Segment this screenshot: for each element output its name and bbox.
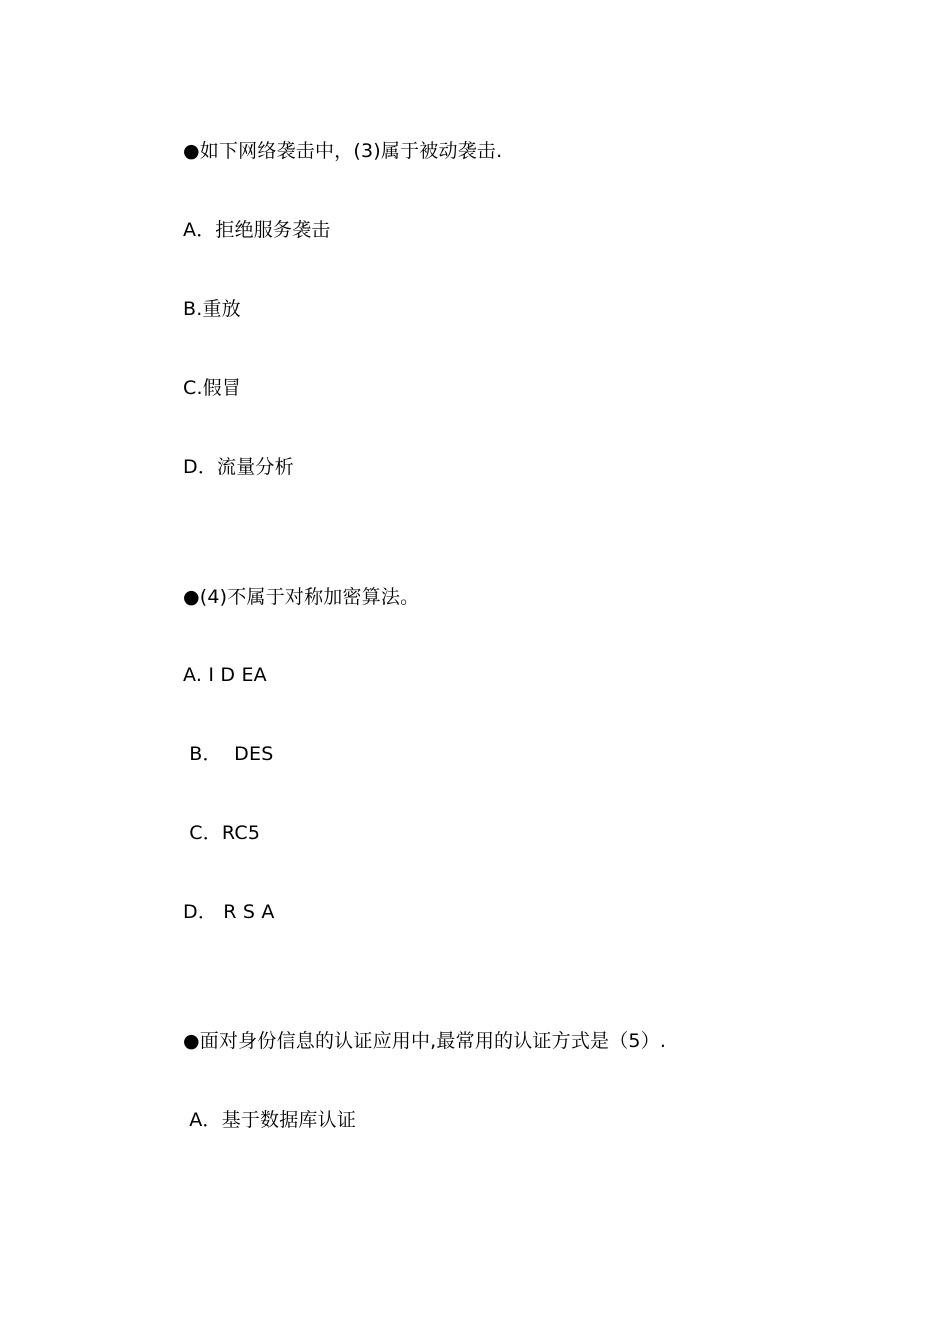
question-4-option-c: C．RC5 — [183, 822, 261, 844]
question-3-option-b: B.重放 — [183, 298, 241, 320]
question-4-option-a: A. I D EA — [183, 664, 267, 686]
question-4-stem: ●(4)不属于对称加密算法。 — [183, 586, 420, 608]
question-3-option-d: D．流量分析 — [183, 456, 294, 478]
question-4-option-b: B． DES — [183, 743, 274, 765]
question-4-option-d: D． R S A — [183, 901, 275, 923]
question-5-option-a: A．基于数据库认证 — [183, 1109, 357, 1131]
question-3-option-c: C.假冒 — [183, 377, 242, 399]
question-3-option-a: A．拒绝服务袭击 — [183, 219, 331, 241]
question-5-stem: ●面对身份信息的认证应用中,最常用的认证方式是（5）. — [183, 1030, 667, 1052]
question-3-stem: ●如下网络袭击中，(3)属于被动袭击. — [183, 140, 503, 162]
